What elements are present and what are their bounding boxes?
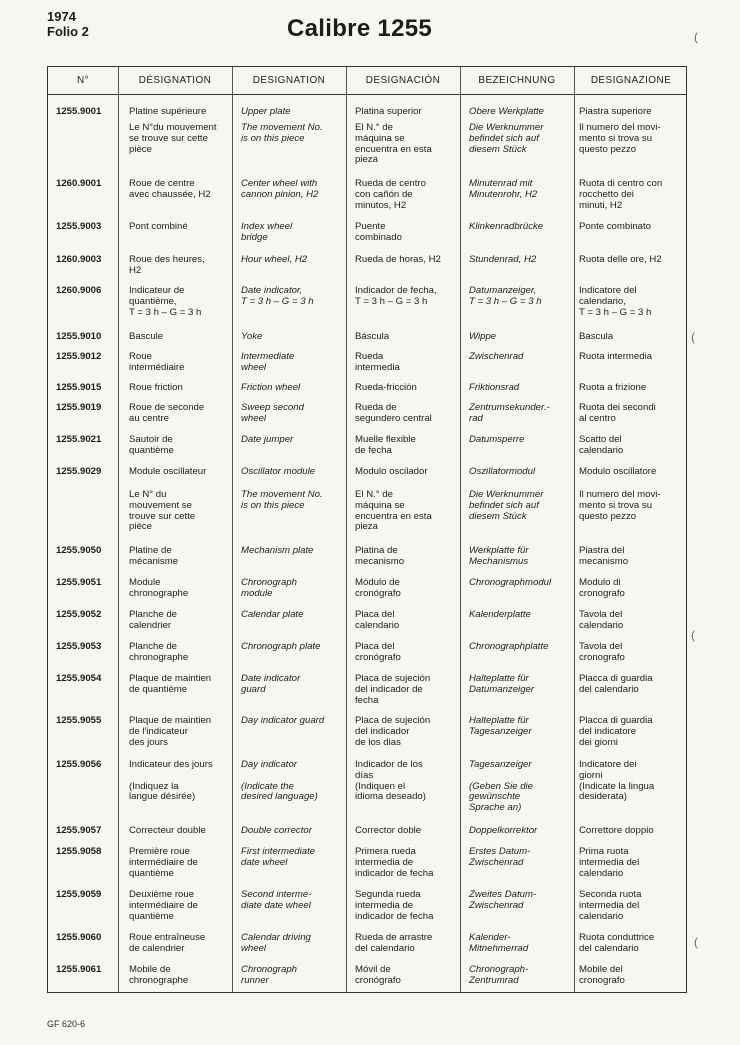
table-row [48,123,686,179]
french-designation: Roue friction [129,382,183,393]
german-designation: Zweites Datum- Zwischenrad [469,889,537,911]
italian-designation: Indicatore dei giorni (Indicate la lingua desiderata) [579,759,655,803]
english-designation: The movement No. is on this piece [241,122,323,144]
english-designation: The movement No. is on this piece [241,489,323,511]
german-designation: Tagesanzeiger (Geben Sie die gewünschte Sprache an) [469,759,533,814]
italian-designation: Prima ruota intermedia del calendario [579,846,640,879]
part-number: 1255.9003 [56,221,102,232]
margin-mark: ( [691,330,695,344]
form-code: GF 620-6 [47,1019,86,1029]
italian-designation: Il numero del movi- mento si trova su questo pezzo [579,489,661,522]
table-row [48,435,686,467]
italian-designation: Ruota delle ore, H2 [579,254,662,265]
part-number: 1255.9015 [56,382,102,393]
table-row [48,826,686,847]
document-year: 1974 [47,9,76,24]
spanish-designation: El N.° de máquina se encuentra en esta pieza [355,122,432,166]
page-title: Calibre 1255 [287,15,433,42]
german-designation: Oszillatormodul [469,466,536,477]
german-designation: Kalenderplatte [469,609,531,620]
table-row [48,716,686,760]
english-designation: Day indicator (Indicate the desired language) [241,759,318,803]
english-designation: Yoke [241,331,263,342]
italian-designation: Mobile del cronografo [579,964,625,986]
part-number: 1255.9051 [56,577,102,588]
italian-designation: Ruota di centro con rocchetto dei minuti, H2 [579,178,663,211]
german-designation: Wippe [469,331,497,342]
table-row [48,760,686,826]
english-designation: Calendar plate [241,609,304,620]
english-designation: Index wheel bridge [241,221,293,243]
italian-designation: Ruota a frizione [579,382,647,393]
spanish-designation: Placa de sujeción del indicador de los dias [355,715,431,748]
french-designation: Platine supérieure [129,106,207,117]
header-divider [48,94,686,95]
column-header-spanish: DESIGNACIÓN [365,75,441,86]
italian-designation: Bascula [579,331,614,342]
german-designation: Kalender- Mitnehmerrad [469,932,529,954]
german-designation: Halteplatte für Tagesanzeiger [469,715,532,737]
german-designation: Halteplatte für Datumanzeiger [469,673,535,695]
table-row [48,352,686,383]
margin-mark: ( [694,935,698,949]
spanish-designation: Módulo de cronógrafo [355,577,401,599]
italian-designation: Scatto del calendario [579,434,624,456]
table-row [48,674,686,716]
folio-label: Folio 2 [47,24,89,39]
spanish-designation: Platina superior [355,106,422,117]
french-designation: Première roue intermédiaire de quantième [129,846,198,879]
french-designation: Le N° du mouvement se trouve sur cette pièce [129,489,196,533]
english-designation: Sweep second wheel [241,402,304,424]
table-row [48,286,686,332]
english-designation: Date jumper [241,434,294,445]
french-designation: Planche de chronographe [129,641,189,663]
italian-designation: Tavola del cronografo [579,641,625,663]
german-designation: Die Werknummer befindet sich auf diesem Stück [469,489,544,522]
table-row [48,179,686,222]
german-designation: Erstes Datum- Zwischenrad [469,846,531,868]
spanish-designation: Rueda de centro con cañón de minutos, H2 [355,178,426,211]
spanish-designation: Rueda intermedia [355,351,400,373]
italian-designation: Tavola del calendario [579,609,624,631]
column-header-english: DESIGNATION [252,75,326,86]
italian-designation: Il numero del movi- mento si trova su questo pezzo [579,122,661,155]
english-designation: Calendar driving wheel [241,932,311,954]
german-designation: Klinkenradbrücke [469,221,544,232]
spanish-designation: Rueda de horas, H2 [355,254,441,265]
spanish-designation: Segunda rueda intermedia de indicador de fecha [355,889,434,922]
part-number: 1255.9058 [56,846,102,857]
spanish-designation: Platina de mecanismo [355,545,405,567]
part-number: 1255.9055 [56,715,102,726]
german-designation: Die Werknummer befindet sich auf diesem Stück [469,122,544,155]
english-designation: Friction wheel [241,382,301,393]
english-designation: Mechanism plate [241,545,314,556]
german-designation: Werkplatte für Mechanismus [469,545,529,567]
part-number: 1255.9053 [56,641,102,652]
table-row [48,383,686,403]
part-number: 1255.9052 [56,609,102,620]
italian-designation: Placca di guardia del calendario [579,673,653,695]
part-number: 1255.9012 [56,351,102,362]
italian-designation: Placca di guardia del indicatore dei giorni [579,715,653,748]
german-designation: Datumsperre [469,434,525,445]
table-row [48,847,686,890]
italian-designation: Piastra del mecanismo [579,545,629,567]
french-designation: Platine de mécanisme [129,545,179,567]
english-designation: Center wheel with cannon pinion, H2 [241,178,319,200]
column-header-number: N° [76,75,90,86]
part-number: 1255.9061 [56,964,102,975]
french-designation: Module chronographe [129,577,189,599]
spanish-designation: Muelle flexible de fecha [355,434,416,456]
part-number: 1255.9056 [56,759,102,770]
margin-mark: ( [691,628,695,642]
spanish-designation: Rueda de segundero central [355,402,432,424]
spanish-designation: Rueda-fricción [355,382,417,393]
spanish-designation: Móvil de cronógrafo [355,964,401,986]
parts-table [47,66,687,993]
spanish-designation: Placa de sujeción del indicador de fecha [355,673,431,706]
table-row [48,546,686,578]
french-designation: Mobile de chronographe [129,964,189,986]
spanish-designation: Indicador de los días (Indiquen el idioma deseado) [355,759,426,803]
table-row [48,255,686,286]
table-row [48,965,686,997]
part-number: 1260.9006 [56,285,102,296]
german-designation: Chronographmodul [469,577,552,588]
german-designation: Chronographplatte [469,641,549,652]
italian-designation: Ruota dei secondi al centro [579,402,656,424]
part-number: 1260.9003 [56,254,102,265]
spanish-designation: Indicador de fecha, T = 3 h – G = 3 h [355,285,437,307]
english-designation: Date indicator, T = 3 h – G = 3 h [241,285,314,307]
part-number: 1255.9057 [56,825,102,836]
english-designation: Chronograph module [241,577,298,599]
french-designation: Roue de centre avec chaussée, H2 [129,178,211,200]
french-designation: Pont combiné [129,221,188,232]
french-designation: Sautoir de quantième [129,434,174,456]
table-row [48,490,686,546]
table-row [48,933,686,965]
german-designation: Datumanzeiger, T = 3 h – G = 3 h [469,285,542,307]
spanish-designation: Modulo oscilador [355,466,428,477]
table-body [48,107,686,997]
part-number: 1255.9029 [56,466,102,477]
french-designation: Roue entraîneuse de calendrier [129,932,206,954]
spanish-designation: Primera rueda intermedia de indicador de fecha [355,846,434,879]
table-row [48,222,686,255]
spanish-designation: El N.° de máquina se encuentra en esta pieza [355,489,432,533]
part-number: 1255.9010 [56,331,102,342]
table-row [48,332,686,352]
french-designation: Le N°du mouvement se trouve sur cette pièce [129,122,217,155]
part-number: 1255.9059 [56,889,102,900]
part-number: 1255.9060 [56,932,102,943]
french-designation: Planche de calendrier [129,609,178,631]
french-designation: Bascule [129,331,164,342]
table-row [48,610,686,642]
part-number: 1255.9050 [56,545,102,556]
french-designation: Roue intermédiaire [129,351,185,373]
part-number: 1255.9054 [56,673,102,684]
italian-designation: Ruota intermedia [579,351,653,362]
italian-designation: Seconda ruota intermedia del calendario [579,889,642,922]
table-row [48,107,686,123]
part-number: 1255.9021 [56,434,102,445]
english-designation: Oscillator module [241,466,316,477]
table-row [48,578,686,610]
margin-mark: ( [694,30,698,44]
spanish-designation: Placa del cronógrafo [355,641,401,663]
table-row [48,467,686,490]
italian-designation: Ruota conduttrice del calendario [579,932,655,954]
part-number: 1260.9001 [56,178,102,189]
german-designation: Minutenrad mit Minutenrohr, H2 [469,178,538,200]
spanish-designation: Báscula [355,331,390,342]
french-designation: Roue de seconde au centre [129,402,205,424]
italian-designation: Modulo di cronografo [579,577,625,599]
french-designation: Roue des heures, H2 [129,254,205,276]
column-header-italian: DESIGNAZIONE [590,75,672,86]
italian-designation: Indicatore del calendario, T = 3 h – G = 3 h [579,285,652,318]
french-designation: Deuxième roue intermédiaire de quantième [129,889,198,922]
german-designation: Obere Werkplatte [469,106,545,117]
english-designation: Chronograph runner [241,964,298,986]
english-designation: Upper plate [241,106,291,117]
english-designation: Day indicator guard [241,715,325,726]
english-designation: Chronograph plate [241,641,321,652]
column-header-french: DÉSIGNATION [138,75,212,86]
english-designation: Date indicator guard [241,673,301,695]
german-designation: Chronograph- Zentrumrad [469,964,529,986]
french-designation: Plaque de maintien de quantième [129,673,212,695]
german-designation: Stundenrad, H2 [469,254,537,265]
italian-designation: Ponte combinato [579,221,651,232]
spanish-designation: Rueda de arrastre del calendario [355,932,433,954]
english-designation: Second interme- diate date wheel [241,889,312,911]
french-designation: Indicateur de quantième, T = 3 h – G = 3 h [129,285,202,318]
part-number: 1255.9019 [56,402,102,413]
french-designation: Correcteur double [129,825,206,836]
table-row [48,642,686,674]
german-designation: Doppelkorrektor [469,825,538,836]
french-designation: Module oscillateur [129,466,207,477]
spanish-designation: Puente combinado [355,221,402,243]
italian-designation: Correttore doppio [579,825,654,836]
spanish-designation: Corrector doble [355,825,422,836]
english-designation: First intermediate date wheel [241,846,316,868]
table-row [48,403,686,435]
column-header-german: BEZEICHNUNG [478,75,556,86]
english-designation: Hour wheel, H2 [241,254,308,265]
german-designation: Zentrumsekunder.- rad [469,402,550,424]
spanish-designation: Placa del calendario [355,609,400,631]
english-designation: Intermediate wheel [241,351,295,373]
italian-designation: Modulo oscillatore [579,466,657,477]
french-designation: Indicateur des jours (Indiquez la langue désirée) [129,759,213,803]
french-designation: Plaque de maintien de l'indicateur des jours [129,715,212,748]
german-designation: Friktionsrad [469,382,520,393]
german-designation: Zwischenrad [469,351,524,362]
part-number: 1255.9001 [56,106,102,117]
italian-designation: Piastra superiore [579,106,652,117]
table-row [48,890,686,933]
english-designation: Double corrector [241,825,312,836]
